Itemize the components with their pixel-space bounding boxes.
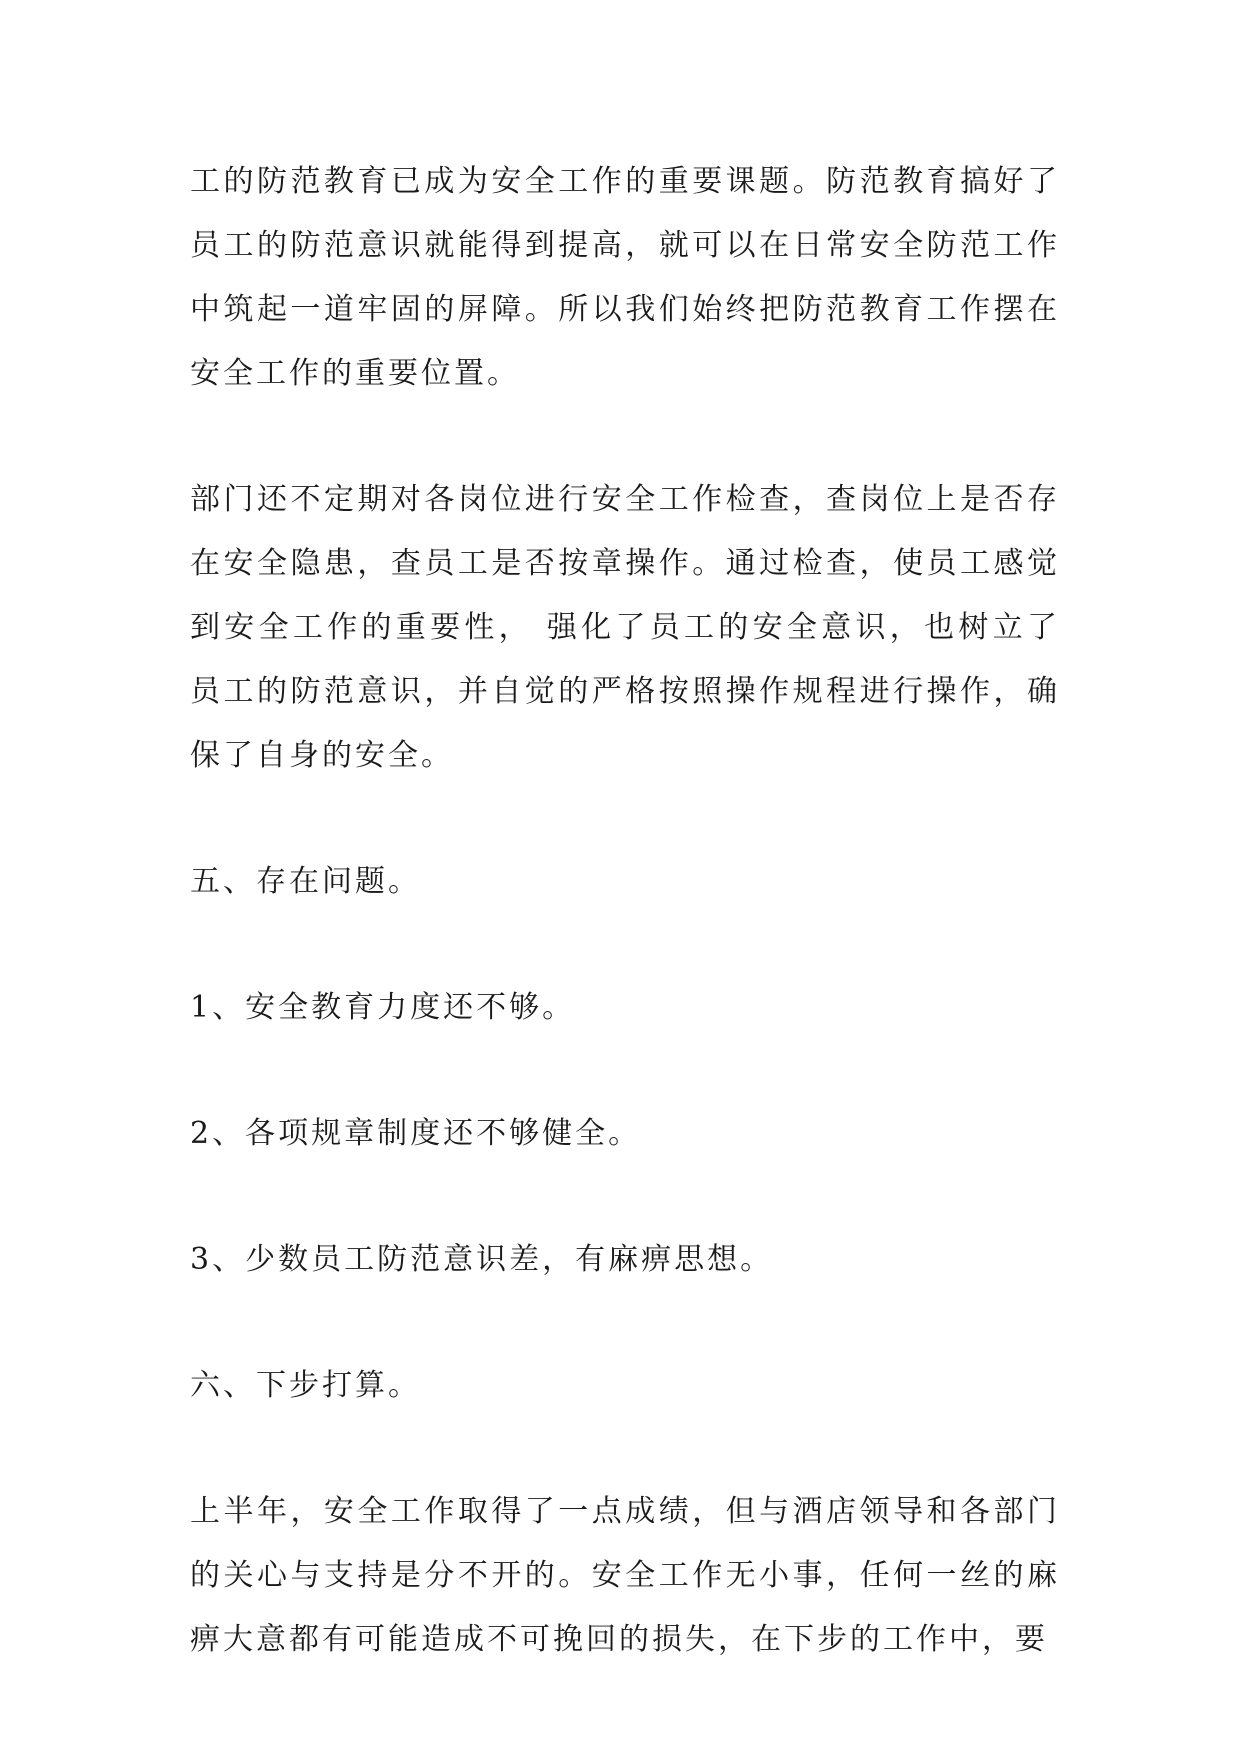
paragraph-prevention-education: 工的防范教育已成为安全工作的重要课题。防范教育搞好了员工的防范意识就能得到提高，就可以在日常安全防范工作中筑起一道牢固的屏障。所以我们始终把防范教育工作摆在安全工作的重要位置。: [190, 164, 1060, 391]
section-heading-next-plans: 六、下步打算。: [190, 1368, 421, 1403]
paragraph-first-half-summary: 上半年，安全工作取得了一点成绩，但与酒店领导和各部门的关心与支持是分不开的。安全工作无小事，任何一丝的麻痹大意都有可能造成不可挽回的损失，在下步的工作中，要: [190, 1494, 1060, 1657]
document-body: [190, 150, 1060, 1672]
paragraph-safety-inspection: 部门还不定期对各岗位进行安全工作检查，查岗位上是否存在安全隐患，查员工是否按章操作。通过检查，使员工感觉到安全工作的重要性， 强化了员工的安全意识，也树立了员工的防范意识，并自觉的严格按照操作规程进行操作，确保了自身的安全。: [190, 482, 1060, 773]
section-heading-existing-problems: 五、存在问题。: [190, 864, 421, 899]
problem-item-3: 3、少数员工防范意识差，有麻痹思想。: [190, 1242, 774, 1277]
problem-item-2: 2、各项规章制度还不够健全。: [190, 1116, 642, 1151]
problem-item-1: 1、安全教育力度还不够。: [190, 990, 576, 1025]
